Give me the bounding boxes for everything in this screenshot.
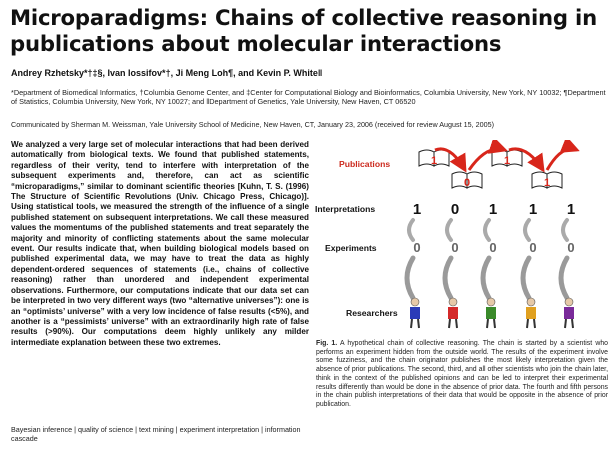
researcher-leg <box>411 319 412 328</box>
researcher-leg <box>534 319 535 328</box>
row-label-interpretations: Interpretations <box>315 204 376 214</box>
publication-book <box>532 172 562 189</box>
experiment-value: 0 <box>451 240 459 255</box>
researcher-leg <box>456 319 457 328</box>
thought-arc <box>445 258 451 298</box>
publication-book <box>452 172 482 189</box>
publication-value: 0 <box>463 177 471 189</box>
row-label-publications: Publications <box>339 159 391 169</box>
publication-value: 1 <box>543 177 551 189</box>
experiment-value: 0 <box>529 240 537 255</box>
author-list: Andrey Rzhetsky*†‡§, Ivan Iossifov*†, Ji Meng Loh¶, and Kevin P. White‖ <box>11 68 323 78</box>
thought-arc <box>525 220 529 240</box>
researcher-body <box>410 307 420 319</box>
researcher-head <box>449 298 457 306</box>
thought-arc <box>561 258 567 298</box>
experiment-value: 0 <box>567 240 575 255</box>
researcher-figure <box>448 298 458 328</box>
researcher-figure <box>526 298 536 328</box>
chain-diagram <box>315 140 609 332</box>
researcher-leg <box>494 319 495 328</box>
figure-caption <box>316 340 608 410</box>
researcher-figure <box>486 298 496 328</box>
researcher-head <box>487 298 495 306</box>
researcher-leg <box>572 319 573 328</box>
experiments-row <box>413 240 574 255</box>
publication-value: 1 <box>503 155 511 167</box>
interpretation-value: 0 <box>450 201 460 218</box>
researcher-figure <box>410 298 420 328</box>
researcher-body <box>448 307 458 319</box>
paper-title: Microparadigms: Chains of collective reasoning in publications about molecular interactions <box>10 5 597 56</box>
figure-1 <box>315 140 609 332</box>
researcher-leg <box>418 319 419 328</box>
experiment-value: 0 <box>489 240 497 255</box>
interpretation-value: 1 <box>412 201 422 218</box>
affiliations: *Department of Biomedical Informatics, †Columbia Genome Center, and ‡Center for Computational Biology and Bioinformatics, Columbia University, New York, NY 10032; ¶Department of Statistics, Columbia University, New York, NY 10027; and ‖Department of Genetics, Yale University, New Haven, CT 06520 <box>11 88 606 106</box>
abstract: We analyzed a very large set of molecular interactions that had been derived automatically from biological texts. We found that published statements, regardless of their verity, tend to interfere with interpretation of the subsequent experiments and, therefore, can act as scientific “microparadigms,” similar to dominant scientific theories [Kuhn, T. S. (1996) The Structure of Scientific Revolutions (Univ. Chicago Press, Chicago)]. Using statistical tools, we measured the strength of the influence of a single published statement on subsequent interpretations. We call these measured values the momentums of the published statements and treat separately the majority and minority of conflicting statements about the same molecular event. Our results indicate that, when building biological models based on published experimental data, we may have to treat the data as highly dependent-ordered sequences of statements (i.e., chains of collective reasoning) rather than unordered and independent experimental observations. Furthermore, our computations indicate that our data set can be interpreted in two very different ways (two “alternative universes”): one is an “optimists’ universe” with a very low incidence of false results (<5%), and another is a “pessimists’ universe” with an extraordinarily high rate of false results (>90%). Our computations deem highly unlikely any milder intermediate explanation between these two extremes. <box>11 140 309 347</box>
researcher-body <box>486 307 496 319</box>
researcher-figure <box>564 298 574 328</box>
researcher-body <box>564 307 574 319</box>
researcher-leg <box>565 319 566 328</box>
researcher-head <box>411 298 419 306</box>
researcher-leg <box>487 319 488 328</box>
row-label-researchers: Researchers <box>346 308 398 318</box>
publication-book <box>419 150 449 167</box>
publications-row <box>419 150 562 189</box>
caption-text: A hypothetical chain of collective reasoning. The chain is started by a scientist who performs an experiment hidden from the outside world. The results of the experiment involve some fuzziness, and the chain originator publishes the most likely interpretation given the absence of prior publications. The second, third, and all other scientists who join the chain later, think in the context of the published opinions and can be led to interpret their experimental results differently than would be done in the absence of prior data. The fourth and fifth persons in the chain publish interpretations of their data that would be opposite in the absence of prior publication. <box>316 340 608 408</box>
thought-arc <box>407 258 413 298</box>
researcher-leg <box>449 319 450 328</box>
researcher-leg <box>527 319 528 328</box>
thought-arc <box>485 220 489 240</box>
researchers-row <box>410 298 574 328</box>
thought-arc <box>563 220 567 240</box>
interpretation-value: 1 <box>528 201 538 218</box>
interpretation-value: 1 <box>566 201 576 218</box>
thought-bubbles <box>407 220 567 298</box>
researcher-head <box>527 298 535 306</box>
researcher-body <box>526 307 536 319</box>
chain-arrow <box>547 149 577 170</box>
keywords: Bayesian inference | quality of science | text mining | experiment interpretation | information cascade <box>11 425 301 443</box>
interpretations-row <box>413 201 575 218</box>
thought-arc <box>447 220 451 240</box>
publication-book <box>492 150 522 167</box>
thought-arc <box>483 258 489 298</box>
caption-label: Fig. 1. <box>316 340 338 347</box>
publication-value: 1 <box>430 155 438 167</box>
interpretation-value: 1 <box>488 201 498 218</box>
row-label-experiments: Experiments <box>325 243 377 253</box>
thought-arc <box>409 220 413 240</box>
researcher-head <box>565 298 573 306</box>
thought-arc <box>523 258 529 298</box>
communicated-by: Communicated by Sherman M. Weissman, Yale University School of Medicine, New Haven, CT, January 23, 2006 (received for review August 15, 2005) <box>11 120 494 129</box>
experiment-value: 0 <box>413 240 421 255</box>
